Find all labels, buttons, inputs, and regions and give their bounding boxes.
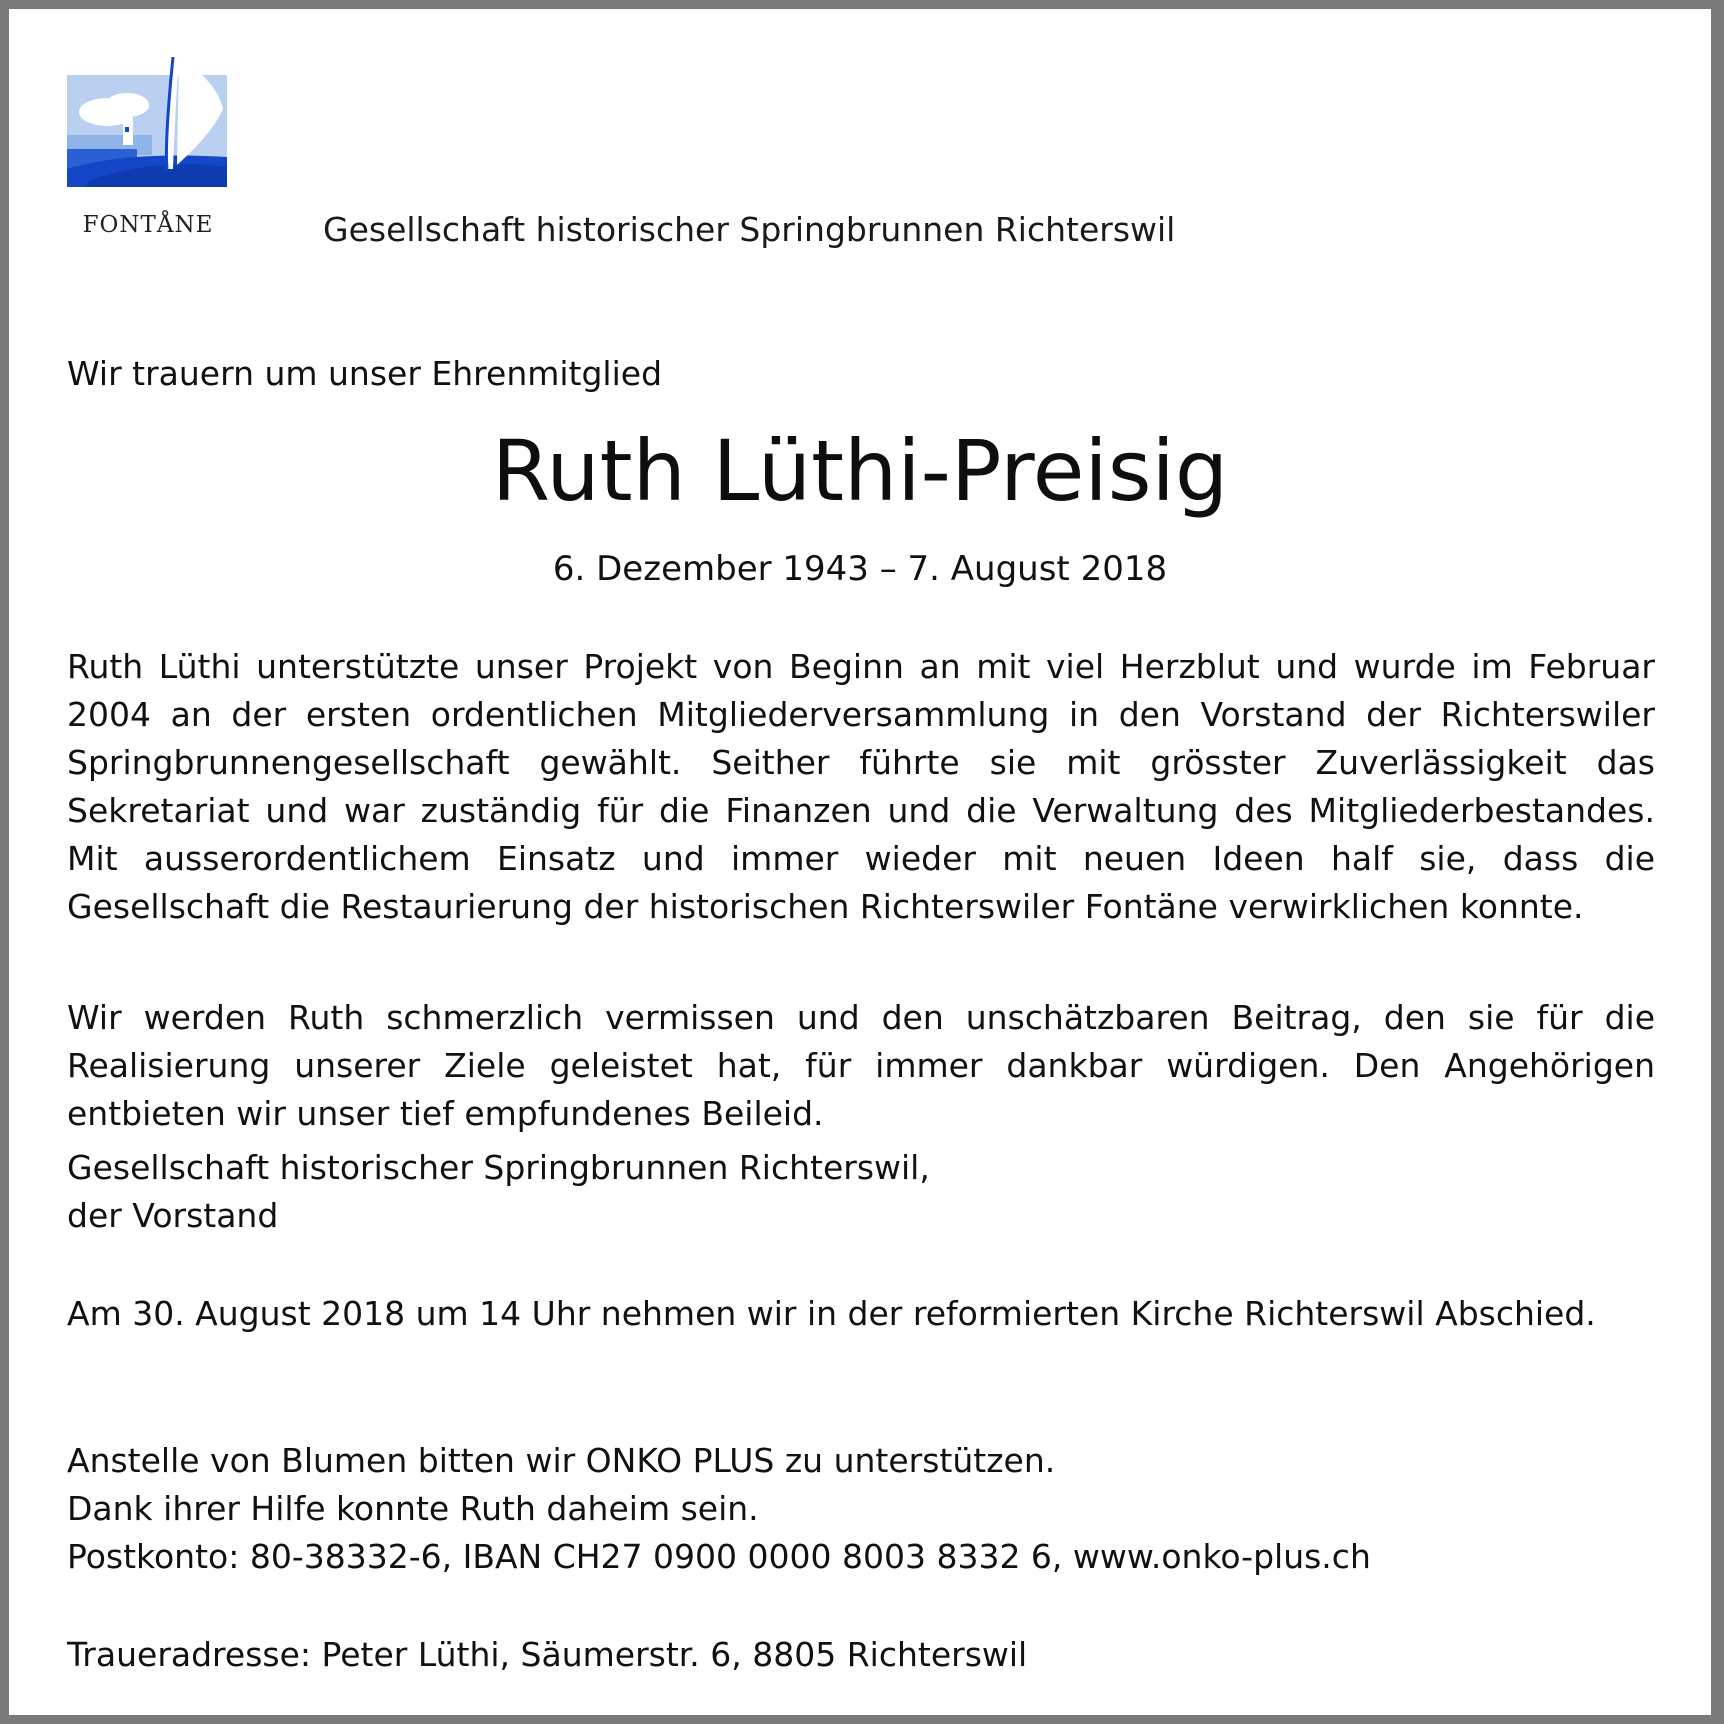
brand-name: FONTÅNE	[82, 212, 214, 238]
life-dates: 6. Dezember 1943 – 7. August 2018	[552, 549, 1168, 589]
donation-block	[67, 1437, 1655, 1581]
fontane-logo	[67, 57, 227, 187]
fountain-logo-icon	[67, 57, 227, 187]
deceased-name: Ruth Lüthi-Preisig	[491, 422, 1229, 520]
donation-account: Postkonto: 80-38332-6, IBAN CH27 0900 0000 8003 8332 6, www.onko-plus.ch	[67, 1537, 1371, 1576]
obituary-card	[9, 9, 1711, 1715]
signature-board: der Vorstand	[67, 1196, 279, 1235]
donation-request: Anstelle von Blumen bitten wir ONKO PLUS zu unterstützen.	[67, 1441, 1056, 1480]
tribute-paragraph-1: Ruth Lüthi unterstützte unser Projekt von Beginn an mit viel Herzblut und wurde im Februar 2004 an der ersten ordentlichen Mitgliederversammlung in den Vorstand der Richterswiler Springbrunnengesellschaft gewählt. Seither führte sie mit grösster Zuverlässigkeit das Sekretariat und war zuständig für die Finanzen und die Verwaltung des Mitgliederbestandes. Mit ausserordentlichem Einsatz und immer wieder mit neuen Ideen half sie, dass die Gesellschaft die Restaurierung der historischen Richterswiler Fontäne verwirklichen konnte.	[67, 647, 1655, 926]
mourning-address: Traueradresse: Peter Lüthi, Säumerstr. 6, 8805 Richterswil	[67, 1635, 1028, 1674]
organization-header: Gesellschaft historischer Springbrunnen Richterswil	[323, 210, 1176, 249]
donation-thanks: Dank ihrer Hilfe konnte Ruth daheim sein.	[67, 1489, 759, 1528]
ceremony-notice: Am 30. August 2018 um 14 Uhr nehmen wir in der reformierten Kirche Richterswil Abschied.	[67, 1294, 1596, 1333]
signature-block	[67, 1144, 1655, 1240]
signature-organization: Gesellschaft historischer Springbrunnen Richterswil,	[67, 1148, 930, 1187]
tribute-paragraph-2: Wir werden Ruth schmerzlich vermissen und den unschätzbaren Beitrag, den sie für die Realisierung unserer Ziele geleistet hat, für immer dankbar würdigen. Den Angehörigen entbieten wir unser tief empfundenes Beileid.	[67, 998, 1655, 1133]
intro-text: Wir trauern um unser Ehrenmitglied	[67, 354, 663, 393]
